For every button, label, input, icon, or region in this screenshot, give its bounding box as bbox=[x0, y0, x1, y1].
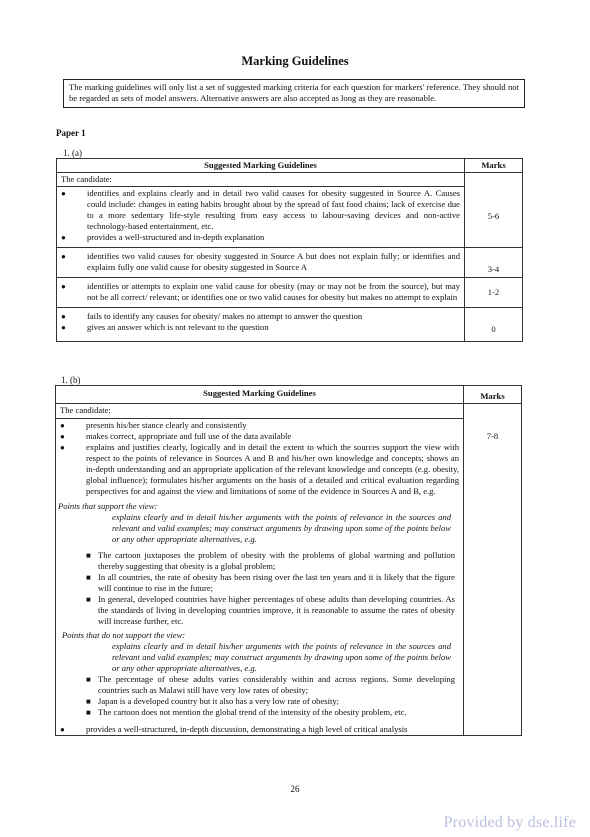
candidate-label: The candidate: bbox=[57, 173, 465, 187]
list-item: ● gives an answer which is not relevant to the question bbox=[61, 322, 460, 333]
list-item: ■ The percentage of obese adults varies considerably within and across regions. Some developing countries such as Malawi still have very low rates of obesity; bbox=[60, 674, 459, 696]
table-row bbox=[56, 419, 522, 736]
marks-value: 7-8 bbox=[464, 419, 522, 736]
candidate-label: The candidate: bbox=[56, 404, 464, 419]
table-header-marks: Marks bbox=[465, 159, 523, 173]
marks-value: 1-2 bbox=[465, 278, 523, 308]
marking-table-1a bbox=[56, 158, 523, 342]
list-item: ● identifies or attempts to explain one valid cause for obesity (may or may not be from the source), but may not be all correct/ relevant; or identifies one or two valid causes for obesity but makes no attempt to explain bbox=[61, 281, 460, 303]
marks-value: 5-6 bbox=[465, 187, 523, 248]
table-row bbox=[57, 308, 523, 342]
paper-heading: Paper 1 bbox=[56, 128, 86, 138]
intro-box: The marking guidelines will only list a set of suggested marking criteria for each question for markers' reference. They should not be regarded as sets of model answers. Alternative answers are also accepted as long as they are reasonable. bbox=[63, 79, 525, 108]
page-number: 26 bbox=[290, 784, 300, 794]
list-item: ■ The cartoon juxtaposes the problem of obesity with the problems of global warming and pollution thereby suggesting that obesity is a global problem; bbox=[60, 550, 459, 572]
list-item: ● explains and justifies clearly, logically and in detail the extent to which the sources support the view with respect to the points of relevance in Sources A and B and his/her own knowledge and concepts; shows an in-depth understanding and an appropriate application of the relevant knowledge and concepts (e.g. obesity, global influence); formulates his/her arguments on the basis of a detailed and critical evaluation regarding perspectives for and against the view and limitations of some of the evidence in Sources A and B, e.g. bbox=[60, 442, 459, 497]
list-item: ● provides a well-structured and in-depth explanation bbox=[61, 232, 460, 243]
support-heading: Points that support the view: bbox=[58, 501, 158, 511]
table-header-marks: Marks bbox=[464, 386, 522, 404]
list-item: ● makes correct, appropriate and full use of the data available bbox=[60, 431, 459, 442]
list-item: ● identifies and explains clearly and in detail two valid causes for obesity suggested in Source A. Causes could include: changes in eating habits brought about by the spread of fast food chains; lack of exercise due to a more sedentary life-style resulting from easy access to labour-saving devices and non-active technology-based entertainment, etc. bbox=[61, 188, 460, 232]
list-item: ● fails to identify any causes for obesity/ makes no attempt to answer the question bbox=[61, 311, 460, 322]
page-title: Marking Guidelines bbox=[241, 54, 349, 68]
marks-value: 3-4 bbox=[465, 248, 523, 278]
question-label-1a: 1. (a) bbox=[63, 148, 82, 158]
marks-value: 0 bbox=[465, 308, 523, 342]
list-item: ■ The cartoon does not mention the global trend of the intensity of the obesity problem, etc. bbox=[60, 707, 459, 718]
marking-table-1b bbox=[55, 385, 522, 736]
table-row bbox=[57, 187, 523, 248]
credit-watermark[interactable]: Provided by dse.life bbox=[443, 814, 576, 831]
table-row bbox=[57, 278, 523, 308]
table-header-guidelines: Suggested Marking Guidelines bbox=[57, 159, 465, 173]
list-item: ● provides a well-structured, in-depth discussion, demonstrating a high level of critical analysis bbox=[60, 724, 459, 735]
list-item: ■ In general, developed countries have higher percentages of obese adults than developing countries. As the standards of living in developing countries improve, it is reasonable to assume the rates of obesity will increase further, etc. bbox=[60, 594, 459, 627]
table-row bbox=[57, 248, 523, 278]
list-item: ● presents his/her stance clearly and consistently bbox=[60, 420, 459, 431]
oppose-intro: explains clearly and in detail his/her arguments with the points of relevance in the sources and relevant and valid examples; may construct arguments by drawing upon some of the points below or any other appropriate alternatives, e.g. bbox=[112, 641, 451, 673]
list-item: ● identifies two valid causes for obesity suggested in Source A but does not explain fully; or identifies and explains fully one valid cause for obesity suggested in Source A bbox=[61, 251, 460, 273]
question-label-1b: 1. (b) bbox=[61, 375, 81, 385]
support-intro: explains clearly and in detail his/her arguments with the points of relevance in the sources and relevant and valid examples; may construct arguments by drawing upon some of the points below or any other appropriate alternatives, e.g. bbox=[112, 512, 451, 544]
table-header-guidelines: Suggested Marking Guidelines bbox=[56, 386, 464, 404]
list-item: ■ In all countries, the rate of obesity has been rising over the last ten years and it is likely that the figure will continue to rise in the future; bbox=[60, 572, 459, 594]
oppose-heading: Points that do not support the view: bbox=[62, 630, 186, 640]
list-item: ■ Japan is a developed country but it also has a very low rate of obesity; bbox=[60, 696, 459, 707]
